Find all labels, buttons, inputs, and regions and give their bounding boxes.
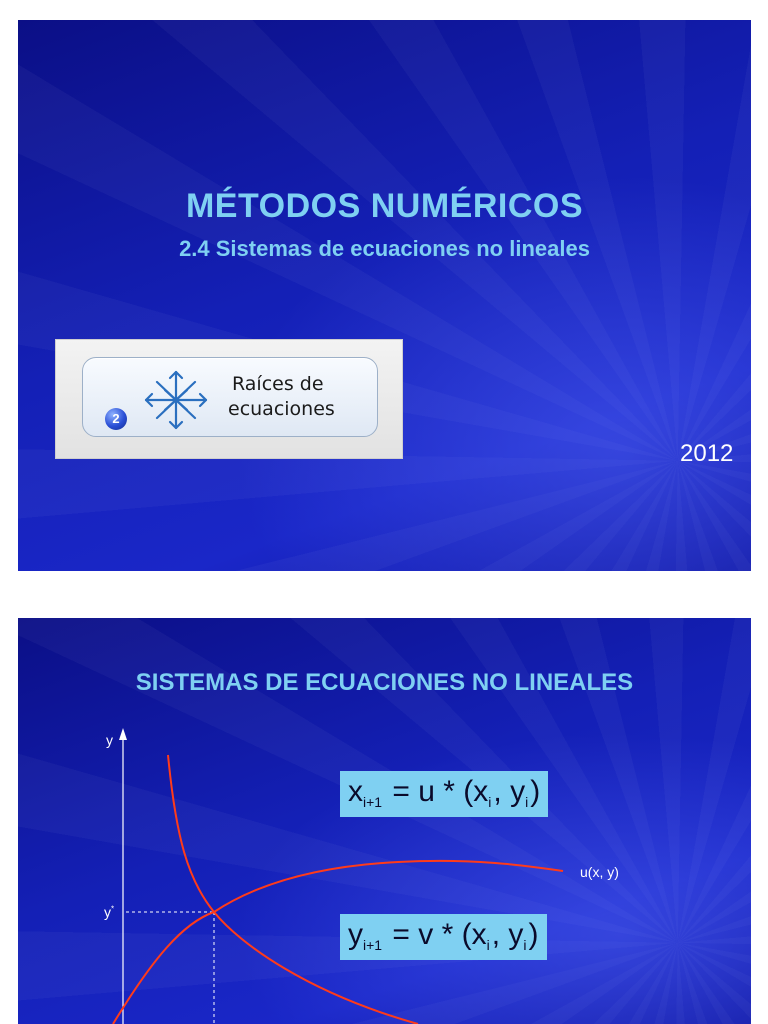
iteration-graph [18,618,751,1024]
y-axis-arrowhead [119,728,127,740]
eq2-lhs-sub: i+1 [363,937,383,953]
eq2-mid: = v * (x [384,918,487,951]
topic-label-line1: Raíces de [232,373,324,395]
content-slide [18,618,751,1024]
y-axis-label: y [106,732,113,748]
y-star-label [104,904,114,920]
eq1-mid: = u * (x [384,775,489,808]
topic-banner [55,339,403,459]
topic-card [82,357,378,437]
eq2-sub2: i [523,937,527,953]
eq2-lhs: y [348,918,363,951]
topic-label [228,372,368,422]
slide-title: SISTEMAS DE ECUACIONES NO LINEALES [135,669,634,696]
equation-y-update [340,914,547,960]
topic-label-line2: ecuaciones [228,398,335,420]
eq1-sub1: i [488,794,492,810]
eq2-sep: , y [491,918,524,951]
eq1-end: ) [530,775,541,808]
y-star-superscript: * [111,904,115,914]
slide-year: 2012 [680,440,734,467]
eq1-lhs: x [348,775,363,808]
eq2-sub1: i [486,937,490,953]
eq1-lhs-sub: i+1 [363,794,383,810]
eq1-sep: , y [493,775,526,808]
topic-number-badge: 2 [105,408,127,430]
title-slide [18,20,751,571]
curve-u-label: u(x, y) [580,864,619,880]
y-star-symbol: y [104,904,111,920]
equation-x-update [340,771,548,817]
eq2-end: ) [528,918,539,951]
snowflake-logo-icon [141,368,211,432]
eq1-sub2: i [525,794,529,810]
slide-subtitle: 2.4 Sistemas de ecuaciones no lineales [179,236,590,261]
slide-title: MÉTODOS NUMÉRICOS [185,187,583,225]
